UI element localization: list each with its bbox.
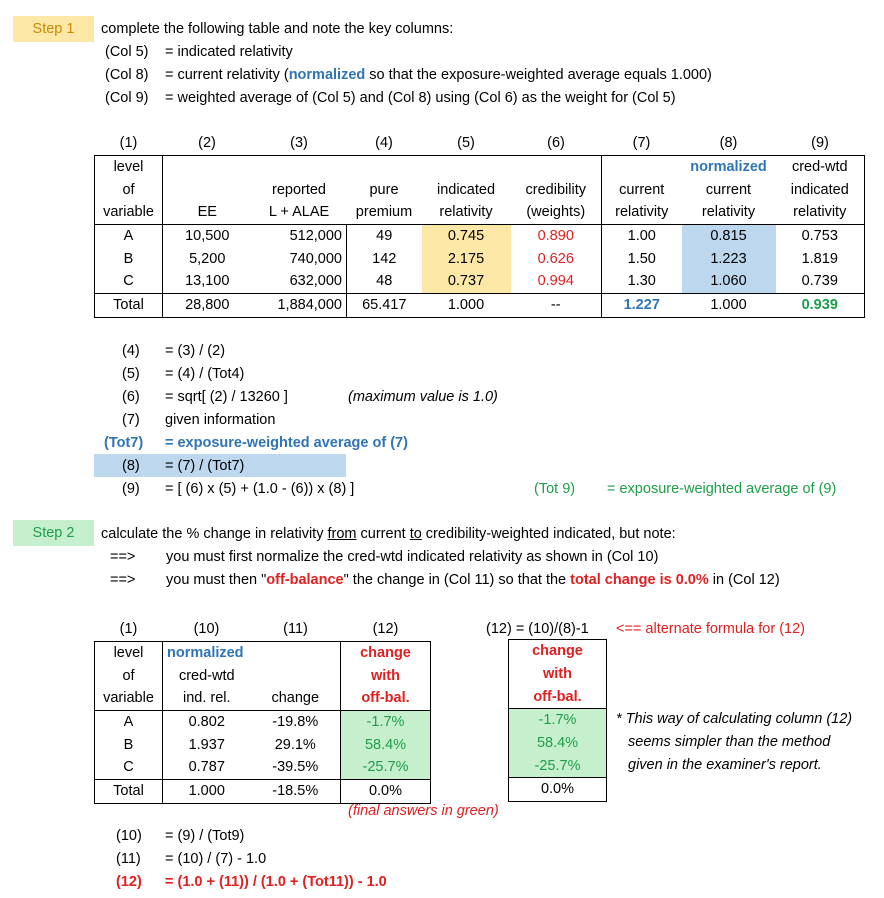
header-cell: with [509,663,607,686]
total-cell: 28,800 [163,293,252,317]
col-number: (3) [290,135,308,152]
level-cell: C [95,756,163,779]
total-cell: 1.227 [602,293,682,317]
formula-text: = (9) / (Tot9) [165,828,245,844]
alt-header-row [509,685,607,708]
formula-label: (Tot 9) [534,481,576,497]
header-cell: change [509,640,607,663]
credibility-cell: 0.994 [511,270,602,293]
note2-mid: " the change in (Col 11) so that the [343,572,571,588]
total-cell: 1,884,000 [252,293,347,317]
step2-badge [13,520,94,546]
header-cell: normalized [682,155,776,178]
total-cell: -- [511,293,602,317]
side-note-line: given in the examiner's report. [628,757,822,773]
col-number: (9) [811,135,829,152]
alt-header-row [509,663,607,686]
step2-mid: current [356,526,410,542]
cred-wtd-relativity-cell: 0.739 [776,270,865,293]
loss-cell: 740,000 [289,250,342,267]
ee-cell: 5,200 [189,250,226,267]
step2-from: from [327,526,357,542]
header-cell [163,178,252,201]
step1-header-row [95,201,865,224]
step1-header-row [95,178,865,201]
indicated-relativity-cell: 2.175 [422,247,511,270]
change-cell: -39.5% [251,756,341,779]
header-cell: off-bal. [509,685,607,708]
step2-badge-label: Step 2 [32,525,75,541]
col-number: (11) [283,621,308,638]
loss-cell: 632,000 [289,273,342,290]
note2-pre: you must then " [166,572,267,588]
formula-text: = (4) / (Tot4) [165,366,245,382]
formula-text: = (1.0 + (11)) / (1.0 + (Tot11)) - 1.0 [165,874,387,890]
offbal-change-cell: -25.7% [341,756,431,779]
alt-value-cell: 58.4% [509,732,607,755]
formula-label: (5) [122,366,140,382]
loss-cell: 512,000 [289,228,342,245]
step1-note-col9-text: = weighted average of (Col 5) and (Col 8) using (Col 6) as the weight for (Col 5) [165,90,676,106]
change-cell: -19.8% [251,710,341,733]
header-cell: L + ALAE [252,201,347,224]
col-number: (5) [457,135,475,152]
arrow-marker: ==> [110,572,136,588]
total-row [509,778,607,802]
step2-header-row [95,641,431,664]
step1-note-col8-label: (Col 8) [105,67,149,83]
table-row [509,709,607,732]
header-cell [251,641,341,664]
step2-note-2 [166,570,780,590]
header-cell: (weights) [511,201,602,224]
total-cell: 0.939 [776,293,865,317]
header-cell: relativity [422,201,511,224]
header-cell: relativity [602,201,682,224]
step2-note-1: you must first normalize the cred-wtd indicated relativity as shown in (Col 10) [166,549,659,565]
cred-wtd-relativity-cell: 0.753 [776,224,865,247]
pure-premium-cell: 48 [347,270,422,293]
header-cell: change [251,687,341,710]
formula-label: (8) [122,458,140,474]
table-row [95,270,865,293]
step1-header-row [95,155,865,178]
level-cell: A [95,224,163,247]
header-cell [511,155,602,178]
step2-header-row [95,687,431,710]
header-cell [602,155,682,178]
header-cell: level [95,641,163,664]
arrow-marker: ==> [110,549,136,565]
formula-label: (4) [122,343,140,359]
header-cell: relativity [682,201,776,224]
header-cell: relativity [776,201,865,224]
header-cell [252,155,347,178]
step1-badge [13,16,94,42]
credibility-cell: 0.890 [511,224,602,247]
header-cell: with [341,664,431,687]
total-label: Total [95,293,163,317]
header-cell: ind. rel. [163,687,251,710]
alt-total-cell: 0.0% [509,778,607,802]
col8-note-highlight: normalized [288,67,366,83]
step1-note-col9-label: (Col 9) [105,90,149,106]
formula-text: given information [165,412,276,428]
formula-note: (maximum value is 1.0) [348,389,498,405]
final-answers-note: (final answers in green) [348,803,499,819]
alt-table [508,639,607,802]
alt-formula-note: <== alternate formula for (12) [616,621,806,637]
formula-text: = (10) / (7) - 1.0 [165,851,267,867]
col8-note-pre: = current relativity ( [165,67,289,83]
note2-post: in (Col 12) [708,572,780,588]
pure-premium-cell: 142 [347,247,422,270]
normalized-cell: 1.937 [188,736,225,753]
step2-column-numbers [95,618,431,641]
header-cell [163,155,252,178]
header-cell: current [705,181,752,198]
normalized-relativity-cell: 0.815 [682,224,776,247]
total-cell: 1.000 [422,293,511,317]
ee-cell: 10,500 [185,228,230,245]
table-row [95,710,431,733]
col-number: (7) [632,135,651,152]
step1-note-col8-text [165,65,712,85]
header-cell [251,664,341,687]
step1-badge-label: Step 1 [32,21,75,37]
col-number: (2) [198,135,216,152]
header-cell: EE [163,201,252,224]
formula-text: = [ (6) x (5) + (1.0 - (6)) x (8) ] [165,481,355,497]
table-row [509,754,607,777]
step1-instruction: complete the following table and note the key columns: [101,21,454,37]
header-cell: variable [95,201,163,224]
header-cell: change [341,641,431,664]
note2-highlight-2: total change is 0.0% [570,572,709,588]
total-cell: 65.417 [347,293,422,317]
current-relativity-cell: 1.30 [627,273,656,290]
formula-label: (7) [122,412,140,428]
formula-label: (10) [116,828,142,844]
header-cell: of [95,178,163,201]
table-row [509,732,607,755]
formula-label: (Tot7) [104,435,144,451]
pure-premium-cell: 49 [347,224,422,247]
table-row [95,247,865,270]
formula-text: = (7) / (Tot7) [165,458,245,474]
step2-header-row [95,664,431,687]
normalized-relativity-cell: 1.060 [682,270,776,293]
offbal-change-cell: -1.7% [341,710,431,733]
formula-label: (11) [116,851,141,867]
cred-wtd-relativity-cell: 1.819 [776,247,865,270]
side-note-line: * This way of calculating column (12) [616,711,853,727]
level-cell: B [95,247,163,270]
formula-text: = exposure-weighted average of (9) [607,481,837,497]
header-cell: normalized [163,641,251,664]
normalized-cell: 0.787 [188,759,225,776]
header-cell: pure [369,181,399,198]
table-row [95,756,431,779]
header-cell: of [95,664,163,687]
alt-header-row [509,640,607,663]
formula-label: (9) [122,481,140,497]
step2-instruction-pre: calculate the % change in relativity [101,526,328,542]
col-number: (10) [193,621,220,638]
ee-cell: 13,100 [185,273,230,290]
total-row [95,293,865,317]
alt-value-cell: -25.7% [509,754,607,777]
header-cell: cred-wtd [776,155,865,178]
col-number: (1) [119,621,138,638]
header-cell: indicated [776,178,865,201]
current-relativity-cell: 1.00 [627,228,656,245]
offbal-change-cell: 58.4% [341,733,431,756]
header-cell: cred-wtd [178,667,235,684]
formula-label: (6) [122,389,140,405]
indicated-relativity-cell: 0.745 [422,224,511,247]
side-note-line: seems simpler than the method [628,734,831,750]
header-cell [347,155,422,178]
note2-highlight: off-balance [266,572,344,588]
col-number: (1) [119,135,138,152]
table-row [95,733,431,756]
step1-table [94,132,865,318]
change-cell: 29.1% [251,733,341,756]
level-cell: A [95,710,163,733]
step2-table [94,618,431,804]
step2-instruction-post: credibility-weighted indicated, but note: [421,526,676,542]
header-cell: indicated [436,181,496,198]
step2-instruction [101,524,676,544]
header-cell: premium [347,201,422,224]
step1-column-numbers [95,132,865,155]
header-cell [422,155,511,178]
header-cell: level [95,155,163,178]
header-cell: variable [95,687,163,710]
col-number: (4) [375,135,393,152]
total-cell: 1.000 [163,779,251,803]
header-cell: credibility [511,178,602,201]
normalized-cell: 0.802 [188,714,225,731]
indicated-relativity-cell: 0.737 [422,270,511,293]
col8-note-post: so that the exposure-weighted average equals 1.000) [365,67,712,83]
total-label: Total [95,779,163,803]
formula-text: = sqrt[ (2) / 13260 ] [165,389,288,405]
step1-note-col5-text: = indicated relativity [165,44,293,60]
step2-to: to [409,526,422,542]
col-number: (8) [719,135,738,152]
total-row [95,779,431,803]
level-cell: B [95,733,163,756]
col-number: (12) [372,621,399,638]
header-cell: reported [271,181,326,198]
header-cell: current [619,181,665,198]
col-number: (6) [547,135,565,152]
credibility-cell: 0.626 [511,247,602,270]
header-cell: off-bal. [341,687,431,710]
alt-formula-label: (12) = (10)/(8)-1 [486,621,589,637]
formula-text: = (3) / (2) [165,343,226,359]
total-cell: 0.0% [341,779,431,803]
level-cell: C [95,270,163,293]
current-relativity-cell: 1.50 [627,250,656,267]
step1-note-col5-label: (Col 5) [105,44,149,60]
alt-value-cell: -1.7% [509,709,607,732]
table-row [95,224,865,247]
total-cell: -18.5% [251,779,341,803]
formula-label: (12) [116,874,142,890]
normalized-relativity-cell: 1.223 [682,247,776,270]
total-cell: 1.000 [682,293,776,317]
formula-text: = exposure-weighted average of (7) [165,435,408,451]
